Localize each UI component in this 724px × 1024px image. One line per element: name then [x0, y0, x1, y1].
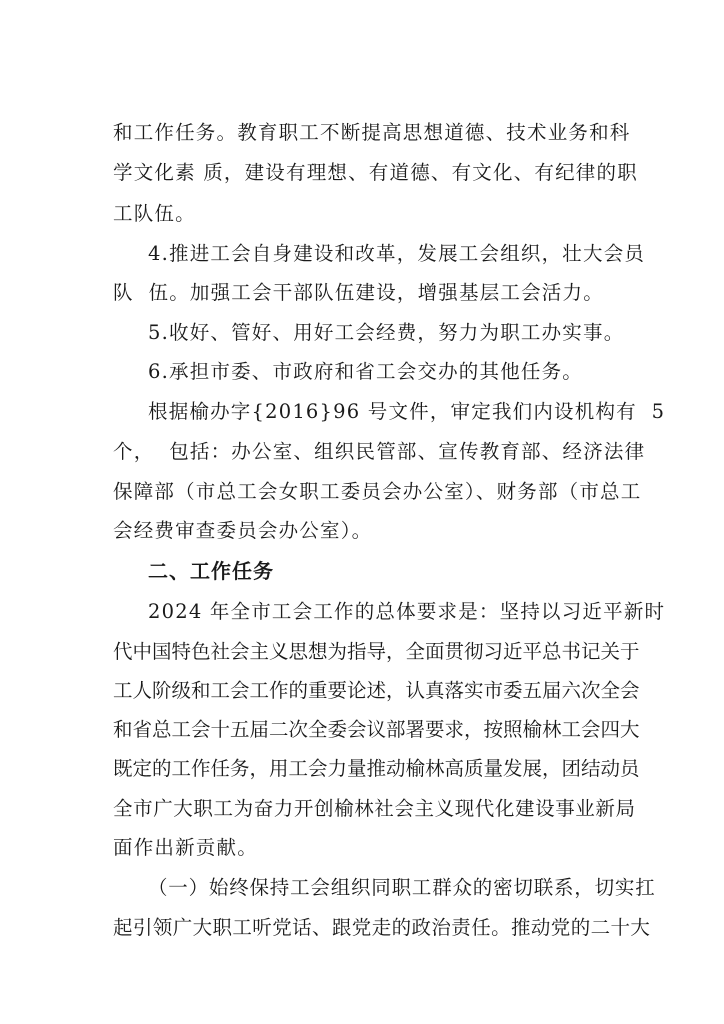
paragraph-line: 2024 年全市工会工作的总体要求是：坚持以习近平新时: [148, 600, 666, 623]
paragraph-line: 和工作任务。教育职工不断提高思想道德、技术业务和科: [113, 121, 631, 144]
section-heading: 二、工作任务: [148, 559, 274, 583]
list-item-5-line: 5.收好、管好、用好工会经费，努力为职工办实事。: [148, 321, 625, 344]
paragraph-line: 面作出新贡献。: [113, 836, 258, 859]
paragraph-line: 代中国特色社会主义思想为指导，全面贯彻习近平总书记关于: [113, 640, 640, 663]
paragraph-line: 全市广大职工为奋力开创榆林社会主义现代化建设事业新局: [113, 797, 636, 820]
paragraph-line: 个， 包括：办公室、组织民管部、宣传教育部、经济法律: [113, 440, 646, 463]
paragraph-line: 学文化素 质，建设有理想、有道德、有文化、有纪律的职: [113, 161, 638, 184]
paragraph-line: 根据榆办字{2016}96 号文件，审定我们内设机构有 5: [148, 400, 666, 423]
paragraph-line: （一）始终保持工会组织同职工群众的密切联系，切实扛: [148, 876, 656, 899]
paragraph-line: 既定的工作任务，用工会力量推动榆林高质量发展，团结动员: [113, 757, 640, 780]
paragraph-line: 保障部（市总工会女职工委员会办公室）、财务部（市总工: [113, 480, 642, 503]
paragraph-line: 工人阶级和工会工作的重要论述，认真落实市委五届六次全会: [113, 679, 640, 702]
list-item-6-line: 6.承担市委、市政府和省工会交办的其他任务。: [148, 360, 584, 383]
paragraph-line: 起引领广大职工听党话、跟党走的政治责任。推动党的二十大: [113, 916, 651, 939]
list-item-4-line: 队 伍。加强工会干部队伍建设，增强基层工会活力。: [113, 281, 604, 304]
paragraph-line: 会经费审查委员会办公室）。: [113, 519, 373, 542]
paragraph-line: 和省总工会十五届二次全委会议部署要求，按照榆林工会四大: [113, 718, 640, 741]
list-item-4-line: 4.推进工会自身建设和改革，发展工会组织，壮大会员: [148, 242, 646, 265]
paragraph-line: 工队伍。: [113, 202, 196, 225]
